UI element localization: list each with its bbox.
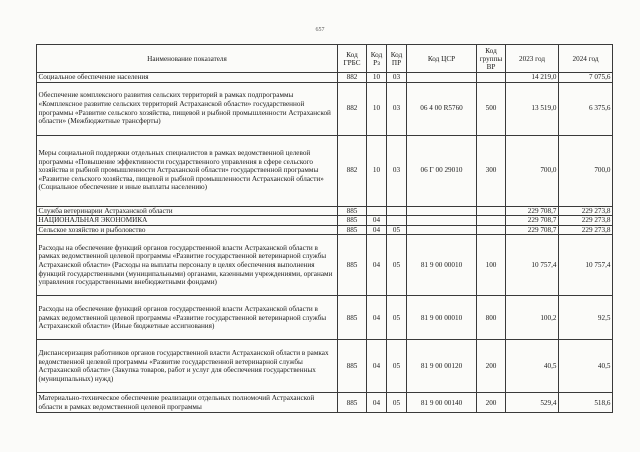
row-vr: 100 xyxy=(477,235,506,296)
table-row xyxy=(37,73,613,83)
row-rz: 10 xyxy=(367,82,387,135)
row-vr: 300 xyxy=(477,135,506,206)
row-rz: 04 xyxy=(367,296,387,340)
row-vr xyxy=(477,206,506,216)
row-vr: 200 xyxy=(477,393,506,413)
row-pr: 03 xyxy=(387,73,407,83)
row-name: НАЦИОНАЛЬНАЯ ЭКОНОМИКА xyxy=(37,216,338,226)
row-2023: 13 519,0 xyxy=(506,82,559,135)
row-2024: 7 075,6 xyxy=(559,73,613,83)
row-rz xyxy=(367,206,387,216)
row-2023: 229 708,7 xyxy=(506,216,559,226)
header-2024: 2024 год xyxy=(559,45,613,73)
row-grbs: 882 xyxy=(338,135,367,206)
header-pr: Код ПР xyxy=(387,45,407,73)
row-name: Служба ветеринарии Астраханской области xyxy=(37,206,338,216)
row-rz: 10 xyxy=(367,135,387,206)
table-row xyxy=(37,206,613,216)
row-pr xyxy=(387,206,407,216)
row-grbs: 885 xyxy=(338,225,367,235)
row-csr: 81 9 00 00010 xyxy=(407,235,477,296)
row-2024: 700,0 xyxy=(559,135,613,206)
row-pr xyxy=(387,216,407,226)
row-csr xyxy=(407,216,477,226)
row-rz: 04 xyxy=(367,235,387,296)
row-pr: 05 xyxy=(387,340,407,393)
row-csr: 81 9 00 00120 xyxy=(407,340,477,393)
row-vr: 800 xyxy=(477,296,506,340)
row-2024: 229 273,8 xyxy=(559,225,613,235)
row-name: Расходы на обеспечение функций органов государственной власти Астраханской области в рамках ведомственной целевой программы «Развитие государственной ветеринарной службы Астраханской области» (Расходы на выплаты персоналу в целях обеспечения выполнения функций государственными (муниципальными) органами, казенными учреждениями, органами управления государственными внебюджетными фондами) xyxy=(37,235,338,296)
row-vr xyxy=(477,73,506,83)
row-rz: 04 xyxy=(367,216,387,226)
table-row xyxy=(37,393,613,413)
row-2024: 10 757,4 xyxy=(559,235,613,296)
header-2023: 2023 год xyxy=(506,45,559,73)
row-grbs: 885 xyxy=(338,340,367,393)
table-row xyxy=(37,82,613,135)
table-header-row xyxy=(37,45,613,73)
row-vr: 200 xyxy=(477,340,506,393)
row-grbs: 885 xyxy=(338,393,367,413)
row-vr: 500 xyxy=(477,82,506,135)
row-grbs: 882 xyxy=(338,73,367,83)
row-2024: 229 273,8 xyxy=(559,206,613,216)
row-grbs: 885 xyxy=(338,206,367,216)
row-name: Материально-техническое обеспечение реализации отдельных полномочий Астраханской области в рамках ведомственной целевой программы xyxy=(37,393,338,413)
row-2024: 92,5 xyxy=(559,296,613,340)
row-pr: 03 xyxy=(387,82,407,135)
row-2024: 229 273,8 xyxy=(559,216,613,226)
row-vr xyxy=(477,225,506,235)
row-2024: 40,5 xyxy=(559,340,613,393)
row-2023: 100,2 xyxy=(506,296,559,340)
row-rz: 04 xyxy=(367,393,387,413)
row-csr xyxy=(407,206,477,216)
row-name: Сельское хозяйство и рыболовство xyxy=(37,225,338,235)
table-row xyxy=(37,135,613,206)
row-2024: 518,6 xyxy=(559,393,613,413)
row-2023: 10 757,4 xyxy=(506,235,559,296)
row-rz: 04 xyxy=(367,225,387,235)
table-row xyxy=(37,340,613,393)
row-name: Обеспечение комплексного развития сельских территорий в рамках подпрограммы «Комплексное развитие сельских территорий Астраханской области» государственной программы «Развитие сельского хозяйства, пищевой и рыбной промышленности Астраханской области» (Межбюджетные трансферты) xyxy=(37,82,338,135)
row-grbs: 882 xyxy=(338,82,367,135)
table-row xyxy=(37,216,613,226)
row-2023: 529,4 xyxy=(506,393,559,413)
row-pr: 05 xyxy=(387,393,407,413)
row-2023: 229 708,7 xyxy=(506,225,559,235)
row-2023: 229 708,7 xyxy=(506,206,559,216)
row-pr: 03 xyxy=(387,135,407,206)
row-2023: 40,5 xyxy=(506,340,559,393)
row-name: Социальное обеспечение населения xyxy=(37,73,338,83)
table-row xyxy=(37,225,613,235)
row-pr: 05 xyxy=(387,296,407,340)
row-pr: 05 xyxy=(387,235,407,296)
row-vr xyxy=(477,216,506,226)
header-csr: Код ЦСР xyxy=(407,45,477,73)
row-pr: 05 xyxy=(387,225,407,235)
header-rz: Код Рз xyxy=(367,45,387,73)
budget-table xyxy=(36,44,613,413)
header-vr: Код группы ВР xyxy=(477,45,506,73)
row-csr: 06 Г 00 29010 xyxy=(407,135,477,206)
header-grbs: Код ГРБС xyxy=(338,45,367,73)
row-rz: 04 xyxy=(367,340,387,393)
row-2023: 14 219,0 xyxy=(506,73,559,83)
row-csr: 81 9 00 00010 xyxy=(407,296,477,340)
page-number: 657 xyxy=(315,27,325,33)
header-name: Наименование показателя xyxy=(37,45,338,73)
row-2024: 6 375,6 xyxy=(559,82,613,135)
row-csr xyxy=(407,225,477,235)
row-name: Диспансеризация работников органов государственной власти Астраханской области в рамках ведомственной целевой программы «Развитие государственной ветеринарной службы Астраханской области» (Закупка товаров, работ и услуг для обеспечения государственных (муниципальных) нужд) xyxy=(37,340,338,393)
row-grbs: 885 xyxy=(338,216,367,226)
row-grbs: 885 xyxy=(338,235,367,296)
row-csr xyxy=(407,73,477,83)
row-grbs: 885 xyxy=(338,296,367,340)
row-2023: 700,0 xyxy=(506,135,559,206)
row-csr: 06 4 00 R5760 xyxy=(407,82,477,135)
row-name: Расходы на обеспечение функций органов государственной власти Астраханской области в рамках ведомственной целевой программы «Развитие государственной ветеринарной службы Астраханской области» (Иные бюджетные ассигнования) xyxy=(37,296,338,340)
table-row xyxy=(37,235,613,296)
row-name: Меры социальной поддержки отдельных специалистов в рамках ведомственной целевой программы «Повышение эффективности государственного управления в сфере сельского хозяйства и рыбной промышленности Астраханской области» государственной программы «Развитие сельского хозяйства, пищевой и рыбной промышленности Астраханской области» (Социальное обеспечение и иные выплаты населению) xyxy=(37,135,338,206)
row-rz: 10 xyxy=(367,73,387,83)
row-csr: 81 9 00 00140 xyxy=(407,393,477,413)
table-row xyxy=(37,296,613,340)
